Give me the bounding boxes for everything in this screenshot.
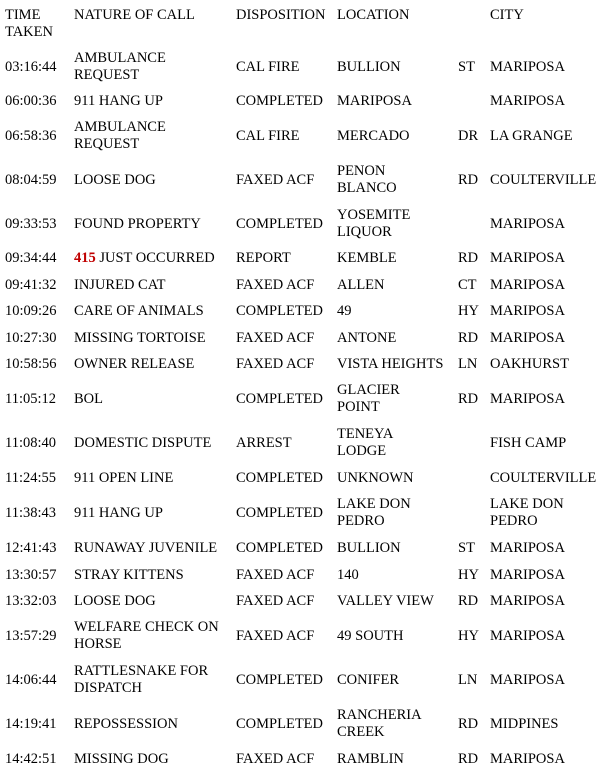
cell-location-line: RANCHERIA bbox=[337, 707, 422, 723]
cell-disposition-line: COMPLETED bbox=[236, 469, 323, 486]
cell-disposition bbox=[236, 59, 300, 76]
cell-nature-line: RATTLESNAKE FOR bbox=[74, 663, 209, 679]
cell-city bbox=[490, 470, 596, 487]
cell-city-line: MARIPOSA bbox=[490, 92, 565, 109]
cell-city-line: FISH CAMP bbox=[490, 434, 567, 451]
cell-disposition bbox=[236, 540, 323, 557]
table-row bbox=[0, 250, 614, 267]
cell-city-line: MARIPOSA bbox=[490, 302, 565, 319]
cell-disposition-line: ARREST bbox=[236, 434, 292, 451]
cell-city bbox=[490, 496, 564, 530]
cell-disposition-line: CAL FIRE bbox=[236, 127, 300, 144]
cell-nature-line: CARE OF ANIMALS bbox=[74, 302, 204, 319]
table-row bbox=[0, 751, 614, 768]
cell-time-line: 13:57:29 bbox=[5, 627, 57, 644]
cell-disposition bbox=[236, 391, 323, 408]
cell-nature-line: DOMESTIC DISPUTE bbox=[74, 434, 212, 451]
cell-location-line: LODGE bbox=[337, 443, 387, 459]
header-time bbox=[5, 7, 53, 41]
cell-location-line: 49 SOUTH bbox=[337, 627, 404, 644]
cell-nature bbox=[74, 216, 201, 233]
cell-location bbox=[337, 751, 404, 768]
cell-street-suffix-line: LN bbox=[458, 355, 478, 372]
cell-time bbox=[5, 250, 57, 267]
cell-nature bbox=[74, 303, 204, 320]
cell-time-line: 06:00:36 bbox=[5, 92, 57, 109]
cell-location bbox=[337, 59, 401, 76]
cell-disposition-line: COMPLETED bbox=[236, 92, 323, 109]
cell-nature-line: 911 HANG UP bbox=[74, 504, 163, 521]
cell-city bbox=[490, 59, 565, 76]
cell-disposition-line: REPORT bbox=[236, 249, 291, 266]
cell-street-suffix bbox=[458, 628, 479, 645]
cell-time bbox=[5, 505, 56, 522]
cell-location bbox=[337, 593, 434, 610]
cell-location-line: RAMBLIN bbox=[337, 750, 404, 767]
cell-street-suffix-line: ST bbox=[458, 58, 475, 75]
table-row bbox=[0, 663, 614, 697]
cell-time bbox=[5, 435, 56, 452]
cell-time-line: 10:09:26 bbox=[5, 302, 57, 319]
cell-street-suffix bbox=[458, 391, 478, 408]
cell-location-line: UNKNOWN bbox=[337, 469, 414, 486]
table-row bbox=[0, 303, 614, 320]
cell-nature-line: DISPATCH bbox=[74, 680, 142, 696]
cell-time-line: 11:38:43 bbox=[5, 504, 57, 521]
cell-street-suffix bbox=[458, 540, 475, 557]
cell-city bbox=[490, 216, 565, 233]
cell-time-line: 10:58:56 bbox=[5, 355, 57, 372]
cell-disposition bbox=[236, 128, 300, 145]
cell-location bbox=[337, 128, 410, 145]
cell-nature bbox=[74, 619, 219, 653]
cell-nature bbox=[74, 435, 211, 452]
cell-location-line: YOSEMITE bbox=[337, 207, 411, 223]
cell-city-line: COULTERVILLE bbox=[490, 469, 597, 486]
cell-street-suffix bbox=[458, 277, 477, 294]
cell-time-line: 13:30:57 bbox=[5, 566, 57, 583]
cell-city-line: COULTERVILLE bbox=[490, 171, 597, 188]
cell-location-line: CREEK bbox=[337, 724, 385, 740]
cell-time-line: 11:08:40 bbox=[5, 434, 57, 451]
cell-location bbox=[337, 672, 399, 689]
cell-street-suffix bbox=[458, 330, 478, 347]
cell-time-line: 12:41:43 bbox=[5, 539, 57, 556]
cell-location bbox=[337, 277, 385, 294]
cell-street-suffix bbox=[458, 303, 479, 320]
cell-location bbox=[337, 330, 396, 347]
cell-time bbox=[5, 540, 57, 557]
cell-location-line: CONIFER bbox=[337, 671, 400, 688]
cell-location-line: BULLION bbox=[337, 58, 401, 75]
table-row bbox=[0, 382, 614, 416]
cell-nature-line: REPOSSESSION bbox=[74, 715, 178, 732]
table-row bbox=[0, 163, 614, 197]
cell-disposition bbox=[236, 672, 323, 689]
cell-location-line: VALLEY VIEW bbox=[337, 592, 434, 609]
cell-disposition-line: COMPLETED bbox=[236, 671, 323, 688]
cell-street-suffix bbox=[458, 751, 478, 768]
cell-disposition-line: COMPLETED bbox=[236, 215, 323, 232]
cell-location bbox=[337, 93, 412, 110]
cell-time bbox=[5, 93, 57, 110]
call-description: JUST OCCURRED bbox=[95, 249, 215, 266]
cell-time-line: 10:27:30 bbox=[5, 329, 57, 346]
cell-location bbox=[337, 540, 401, 557]
cell-time-line: 08:04:59 bbox=[5, 171, 57, 188]
cell-street-suffix-line: RD bbox=[458, 750, 479, 767]
cell-nature bbox=[74, 172, 156, 189]
table-row bbox=[0, 277, 614, 294]
cell-disposition-line: FAXED ACF bbox=[236, 276, 315, 293]
cell-street-suffix bbox=[458, 593, 478, 610]
cell-street-suffix-line: DR bbox=[458, 127, 479, 144]
cell-disposition-line: FAXED ACF bbox=[236, 750, 315, 767]
table-row bbox=[0, 567, 614, 584]
cell-time bbox=[5, 59, 57, 76]
cell-city bbox=[490, 277, 565, 294]
cell-nature bbox=[74, 50, 166, 84]
cell-city bbox=[490, 303, 565, 320]
cell-city bbox=[490, 128, 573, 145]
header-location: LOCATION bbox=[337, 7, 410, 23]
header-city: CITY bbox=[490, 7, 524, 23]
cell-street-suffix-line: HY bbox=[458, 302, 479, 319]
cell-city bbox=[490, 435, 566, 452]
cell-street-suffix-line: RD bbox=[458, 249, 479, 266]
cell-disposition-line: FAXED ACF bbox=[236, 627, 315, 644]
cell-city-line: MARIPOSA bbox=[490, 627, 565, 644]
cell-time bbox=[5, 216, 57, 233]
cell-disposition bbox=[236, 216, 323, 233]
table-header bbox=[0, 7, 614, 41]
table-row bbox=[0, 50, 614, 84]
cell-disposition bbox=[236, 435, 292, 452]
cell-city bbox=[490, 93, 565, 110]
cell-street-suffix-line: HY bbox=[458, 566, 479, 583]
cell-location bbox=[337, 470, 414, 487]
cell-disposition-line: FAXED ACF bbox=[236, 171, 315, 188]
table-row bbox=[0, 330, 614, 347]
cell-time-line: 14:42:51 bbox=[5, 750, 57, 767]
cell-location bbox=[337, 207, 410, 241]
cell-street-suffix-line: LN bbox=[458, 671, 478, 688]
cell-city-line: LAKE DON bbox=[490, 496, 564, 512]
cell-location bbox=[337, 707, 422, 741]
cell-nature-line: AMBULANCE bbox=[74, 50, 166, 66]
cell-city bbox=[490, 391, 565, 408]
cell-city-line: MARIPOSA bbox=[490, 539, 565, 556]
header-nature: NATURE OF CALL bbox=[74, 7, 195, 23]
cell-nature-line: LOOSE DOG bbox=[74, 592, 156, 609]
cell-time bbox=[5, 567, 57, 584]
cell-nature bbox=[74, 330, 206, 347]
cell-time-line: 09:41:32 bbox=[5, 276, 57, 293]
cell-city-line: MARIPOSA bbox=[490, 390, 565, 407]
cell-disposition bbox=[236, 470, 323, 487]
cell-street-suffix-line: RD bbox=[458, 329, 479, 346]
cell-nature bbox=[74, 356, 194, 373]
cell-disposition bbox=[236, 751, 314, 768]
cell-location bbox=[337, 303, 352, 320]
cell-location-line: KEMBLE bbox=[337, 249, 397, 266]
cell-nature bbox=[74, 716, 178, 733]
cell-nature bbox=[74, 593, 156, 610]
cell-nature bbox=[74, 119, 166, 153]
cell-street-suffix-line: CT bbox=[458, 276, 477, 293]
cell-nature bbox=[74, 540, 217, 557]
cell-city-line: MARIPOSA bbox=[490, 215, 565, 232]
cell-time-line: 13:32:03 bbox=[5, 592, 57, 609]
cell-nature-line: LOOSE DOG bbox=[74, 171, 156, 188]
cell-nature-line: BOL bbox=[74, 390, 103, 407]
cell-location-line: GLACIER bbox=[337, 382, 400, 398]
cell-location-line: BLANCO bbox=[337, 180, 397, 196]
cell-city-line: MARIPOSA bbox=[490, 58, 565, 75]
header-disposition: DISPOSITION bbox=[236, 7, 326, 23]
cell-city bbox=[490, 716, 558, 733]
table-row bbox=[0, 707, 614, 741]
table-row bbox=[0, 426, 614, 460]
cell-street-suffix bbox=[458, 567, 479, 584]
cell-street-suffix-line: RD bbox=[458, 171, 479, 188]
cell-nature-line bbox=[74, 250, 215, 267]
cell-disposition bbox=[236, 716, 323, 733]
call-code: 415 bbox=[74, 249, 96, 266]
cell-location-line: 140 bbox=[337, 566, 359, 583]
cell-location-line: ALLEN bbox=[337, 276, 385, 293]
cell-nature bbox=[74, 751, 169, 768]
cell-street-suffix bbox=[458, 672, 477, 689]
cell-nature-line: INJURED CAT bbox=[74, 276, 166, 293]
cell-disposition bbox=[236, 330, 314, 347]
cell-nature-line: RUNAWAY JUVENILE bbox=[74, 539, 218, 556]
cell-time-line: 03:16:44 bbox=[5, 58, 57, 75]
header-time-line1: TIME bbox=[5, 7, 41, 23]
cell-nature-line: OWNER RELEASE bbox=[74, 355, 195, 372]
cell-disposition bbox=[236, 303, 323, 320]
cell-time bbox=[5, 391, 56, 408]
cell-city bbox=[490, 751, 565, 768]
cell-disposition-line: COMPLETED bbox=[236, 390, 323, 407]
cell-location-line: PEDRO bbox=[337, 513, 385, 529]
cell-time bbox=[5, 303, 57, 320]
cell-location-line: LAKE DON bbox=[337, 496, 411, 512]
cell-city-line: MARIPOSA bbox=[490, 329, 565, 346]
cell-time-line: 06:58:36 bbox=[5, 127, 57, 144]
cell-time-line: 09:33:53 bbox=[5, 215, 57, 232]
cell-street-suffix bbox=[458, 172, 478, 189]
cell-disposition-line: CAL FIRE bbox=[236, 58, 300, 75]
cell-disposition bbox=[236, 567, 314, 584]
table-row bbox=[0, 356, 614, 373]
cell-nature-line: FOUND PROPERTY bbox=[74, 215, 201, 232]
cell-location bbox=[337, 250, 397, 267]
cell-city bbox=[490, 250, 565, 267]
cell-city-line: MARIPOSA bbox=[490, 750, 565, 767]
cell-city bbox=[490, 628, 565, 645]
cell-location-line: LIQUOR bbox=[337, 224, 392, 240]
cell-time-line: 14:06:44 bbox=[5, 671, 57, 688]
cell-nature-line: MISSING DOG bbox=[74, 750, 169, 767]
table-row bbox=[0, 119, 614, 153]
table-row bbox=[0, 93, 614, 110]
cell-location bbox=[337, 628, 403, 645]
cell-time bbox=[5, 628, 57, 645]
cell-street-suffix-line: RD bbox=[458, 592, 479, 609]
table-row bbox=[0, 540, 614, 557]
cell-city-line: MARIPOSA bbox=[490, 592, 565, 609]
cell-street-suffix-line: HY bbox=[458, 627, 479, 644]
cell-location bbox=[337, 163, 397, 197]
cell-city bbox=[490, 356, 569, 373]
cell-city-line: MARIPOSA bbox=[490, 249, 565, 266]
cell-nature bbox=[74, 470, 173, 487]
cell-location-line: VISTA HEIGHTS bbox=[337, 355, 444, 372]
cell-location-line: 49 bbox=[337, 302, 352, 319]
cell-time bbox=[5, 172, 57, 189]
cell-disposition bbox=[236, 593, 314, 610]
cell-nature bbox=[74, 663, 208, 697]
cell-street-suffix bbox=[458, 59, 475, 76]
cell-disposition bbox=[236, 277, 314, 294]
cell-nature bbox=[74, 277, 165, 294]
cell-disposition bbox=[236, 250, 291, 267]
cell-location-line: MARIPOSA bbox=[337, 92, 412, 109]
cell-time bbox=[5, 716, 57, 733]
cell-nature bbox=[74, 250, 215, 267]
cell-nature-line: AMBULANCE bbox=[74, 119, 166, 135]
cell-nature bbox=[74, 391, 103, 408]
cell-time bbox=[5, 751, 57, 768]
cell-nature-line: REQUEST bbox=[74, 67, 140, 83]
cell-city-line: MARIPOSA bbox=[490, 276, 565, 293]
cell-time bbox=[5, 470, 56, 487]
cell-city bbox=[490, 567, 565, 584]
cell-nature-line: MISSING TORTOISE bbox=[74, 329, 206, 346]
cell-disposition-line: COMPLETED bbox=[236, 302, 323, 319]
cell-nature-line: HORSE bbox=[74, 636, 122, 652]
cell-nature-line: WELFARE CHECK ON bbox=[74, 619, 219, 635]
cell-disposition-line: FAXED ACF bbox=[236, 592, 315, 609]
cell-street-suffix bbox=[458, 250, 478, 267]
header-time-line2: TAKEN bbox=[5, 24, 53, 40]
cell-time-line: 11:05:12 bbox=[5, 390, 57, 407]
cell-location bbox=[337, 426, 393, 460]
cell-nature-line: STRAY KITTENS bbox=[74, 566, 184, 583]
cell-location bbox=[337, 382, 400, 416]
cell-street-suffix-line: RD bbox=[458, 715, 479, 732]
cell-city bbox=[490, 540, 565, 557]
cell-street-suffix-line: ST bbox=[458, 539, 475, 556]
cell-time bbox=[5, 128, 57, 145]
cell-location-line: BULLION bbox=[337, 539, 401, 556]
cell-city bbox=[490, 593, 565, 610]
cell-time bbox=[5, 593, 57, 610]
cell-disposition-line: FAXED ACF bbox=[236, 355, 315, 372]
cell-location-line: PENON bbox=[337, 163, 386, 179]
cell-disposition bbox=[236, 93, 323, 110]
cell-location bbox=[337, 356, 443, 373]
cell-disposition-line: COMPLETED bbox=[236, 539, 323, 556]
cell-city-line: MIDPINES bbox=[490, 715, 559, 732]
cell-disposition bbox=[236, 172, 314, 189]
cell-disposition bbox=[236, 628, 314, 645]
cell-location bbox=[337, 567, 359, 584]
cell-time bbox=[5, 277, 57, 294]
cell-city-line: LA GRANGE bbox=[490, 127, 573, 144]
cell-time bbox=[5, 330, 57, 347]
cell-nature bbox=[74, 505, 163, 522]
cell-time bbox=[5, 356, 57, 373]
cell-time bbox=[5, 672, 57, 689]
cell-city bbox=[490, 172, 596, 189]
cell-disposition-line: COMPLETED bbox=[236, 715, 323, 732]
cell-location-line: MERCADO bbox=[337, 127, 410, 144]
table-row bbox=[0, 593, 614, 610]
table-row bbox=[0, 470, 614, 487]
cell-nature bbox=[74, 93, 163, 110]
cell-disposition-line: FAXED ACF bbox=[236, 566, 315, 583]
cell-location-line: ANTONE bbox=[337, 329, 397, 346]
cell-location-line: TENEYA bbox=[337, 426, 394, 442]
table-row bbox=[0, 207, 614, 241]
cell-city-line: MARIPOSA bbox=[490, 671, 565, 688]
cell-street-suffix bbox=[458, 128, 478, 145]
cell-street-suffix bbox=[458, 716, 478, 733]
cell-city-line: MARIPOSA bbox=[490, 566, 565, 583]
cell-city bbox=[490, 672, 565, 689]
cell-time-line: 09:34:44 bbox=[5, 249, 57, 266]
cell-city bbox=[490, 330, 565, 347]
cell-street-suffix-line: RD bbox=[458, 390, 479, 407]
table-row bbox=[0, 619, 614, 653]
cell-location-line: POINT bbox=[337, 399, 380, 415]
cell-disposition-line: COMPLETED bbox=[236, 504, 323, 521]
cell-disposition bbox=[236, 505, 323, 522]
cell-nature-line: 911 OPEN LINE bbox=[74, 469, 174, 486]
cell-nature-line: REQUEST bbox=[74, 136, 140, 152]
table-row bbox=[0, 496, 614, 530]
cell-nature-line: 911 HANG UP bbox=[74, 92, 163, 109]
cell-nature bbox=[74, 567, 184, 584]
cell-city-line: OAKHURST bbox=[490, 355, 569, 372]
cell-disposition bbox=[236, 356, 314, 373]
cell-city-line: PEDRO bbox=[490, 513, 538, 529]
cell-street-suffix bbox=[458, 356, 477, 373]
cell-location bbox=[337, 496, 411, 530]
cell-time-line: 11:24:55 bbox=[5, 469, 57, 486]
cell-time-line: 14:19:41 bbox=[5, 715, 57, 732]
cell-disposition-line: FAXED ACF bbox=[236, 329, 315, 346]
